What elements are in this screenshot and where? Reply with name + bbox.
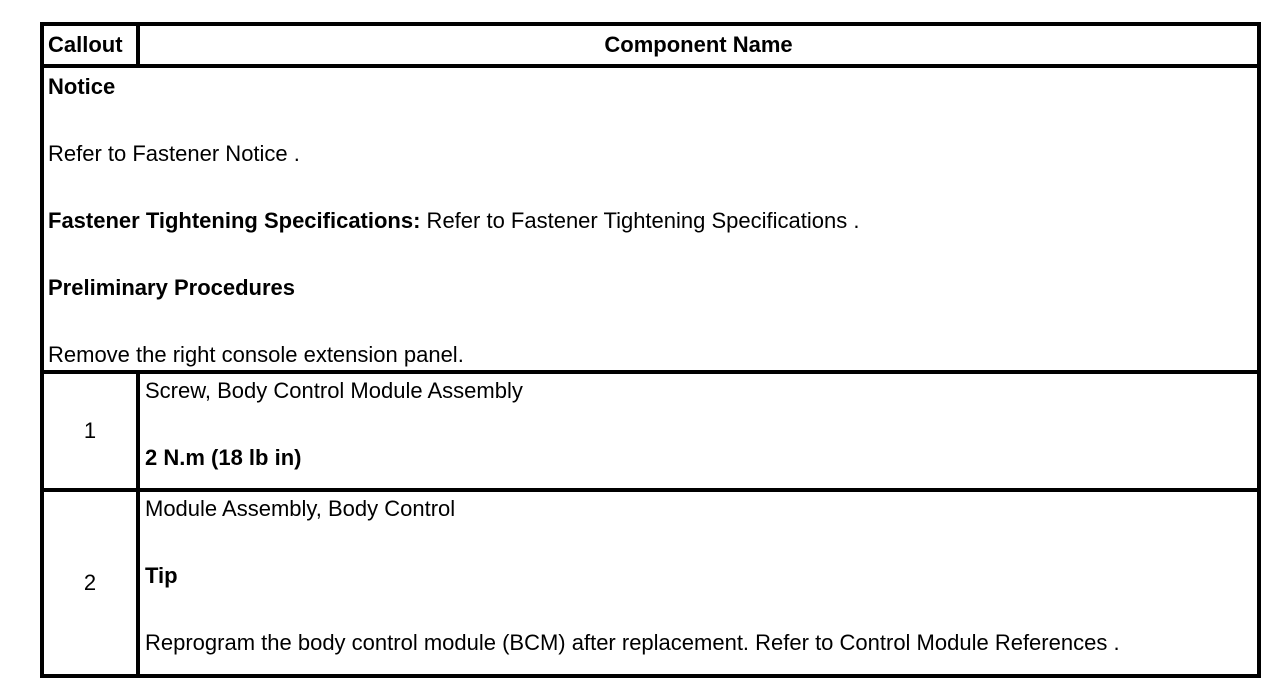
fastener-notice-text: Refer to Fastener Notice . xyxy=(48,141,300,166)
notice-cell xyxy=(42,66,1259,372)
notice-row xyxy=(42,66,1259,372)
table-row xyxy=(42,372,1259,490)
component-description xyxy=(138,490,1259,676)
component-name: Module Assembly, Body Control xyxy=(145,496,456,521)
tip-heading: Tip xyxy=(145,563,178,588)
torque-spec: 2 N.m (18 lb in) xyxy=(145,445,302,470)
callout-number: 2 xyxy=(42,490,138,676)
notice-heading: Notice xyxy=(48,74,116,99)
tightening-spec-label: Fastener Tightening Specifications: xyxy=(48,208,421,233)
component-table xyxy=(40,22,1261,678)
component-description xyxy=(138,372,1259,490)
component-name: Screw, Body Control Module Assembly xyxy=(145,378,523,403)
header-row xyxy=(42,24,1259,66)
preliminary-procedures-heading: Preliminary Procedures xyxy=(48,275,296,300)
tip-text: Reprogram the body control module (BCM) after replacement. Refer to Control Module References . xyxy=(145,630,1120,655)
component-name-column-header: Component Name xyxy=(138,24,1259,66)
callout-number: 1 xyxy=(42,372,138,490)
table-row xyxy=(42,490,1259,676)
callout-column-header: Callout xyxy=(42,24,138,66)
preliminary-procedures-text: Remove the right console extension panel. xyxy=(48,342,464,367)
tightening-spec-line xyxy=(48,210,1253,232)
tightening-spec-text: Refer to Fastener Tightening Specifications . xyxy=(420,208,860,233)
